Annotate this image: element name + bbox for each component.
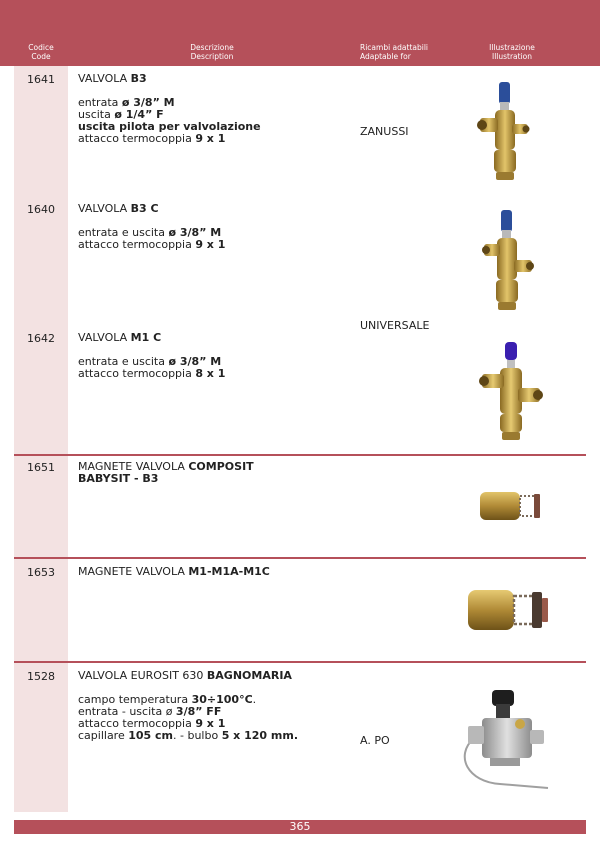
spec-line: uscita ø 1/4” F (78, 108, 164, 121)
header-adapt-it: Ricambi adattabili (360, 43, 428, 52)
item-title: MAGNETE VALVOLA M1-M1A-M1C (78, 565, 270, 578)
item-description (78, 566, 270, 578)
header-desc-en: Description (190, 52, 234, 61)
valve-b3-image (470, 80, 540, 185)
header-illus-en: Illustration (491, 52, 533, 61)
item-title: VALVOLA B3 (78, 72, 147, 85)
spec-line: campo temperatura 30÷100°C. (78, 693, 257, 706)
header-illustration (474, 43, 550, 61)
spec-line: attacco termocoppia 9 x 1 (78, 238, 226, 251)
item-title: VALVOLA M1 C (78, 331, 162, 344)
item-description (78, 203, 225, 251)
header-desc-it: Descrizione (190, 43, 234, 52)
adaptable-for: ZANUSSI (360, 125, 409, 138)
spec-line: attacco termocoppia 9 x 1 (78, 132, 226, 145)
spec-line: entrata - uscita ø 3/8” FF (78, 705, 222, 718)
item-title: MAGNETE VALVOLA COMPOSIT (78, 460, 254, 473)
adaptable-for: A. PO (360, 734, 390, 747)
spec-line: uscita pilota per valvolazione (78, 120, 261, 133)
row-separator (14, 557, 586, 559)
header-adapt-en: Adaptable for (360, 52, 411, 61)
code-column-background (14, 66, 68, 812)
spec-line: capillare 105 cm. - bulbo 5 x 120 mm. (78, 729, 299, 742)
item-title: VALVOLA EUROSIT 630 BAGNOMARIA (78, 669, 292, 682)
spec-line: attacco termocoppia 8 x 1 (78, 367, 226, 380)
row-separator (14, 661, 586, 663)
row-separator (14, 454, 586, 456)
header-code-en: Code (31, 52, 51, 61)
item-title: VALVOLA B3 C (78, 202, 159, 215)
header-description (150, 43, 274, 61)
valve-m1c-image (478, 338, 544, 443)
spec-line: entrata e uscita ø 3/8” M (78, 226, 222, 239)
spec-line: entrata e uscita ø 3/8” M (78, 355, 222, 368)
magnet-composit-image (476, 486, 544, 526)
header-code-it: Codice (28, 43, 54, 52)
spec-line: attacco termocoppia 9 x 1 (78, 717, 226, 730)
magnet-m1-image (464, 584, 552, 636)
eurosit-thermostat-valve-image (460, 686, 558, 796)
item-code: 1642 (27, 332, 55, 345)
valve-b3c-image (472, 208, 542, 313)
item-description (78, 73, 261, 145)
header-illus-it: Illustrazione (489, 43, 535, 52)
item-description (78, 461, 254, 485)
item-code: 1651 (27, 461, 55, 474)
item-code: 1640 (27, 203, 55, 216)
item-description (78, 670, 298, 742)
table-header-band (0, 0, 600, 66)
item-description (78, 332, 225, 380)
page-number: 365 (289, 820, 311, 833)
spec-line: entrata ø 3/8” M (78, 96, 175, 109)
item-code: 1528 (27, 670, 55, 683)
item-code: 1641 (27, 73, 55, 86)
header-adaptable (360, 43, 460, 61)
item-code: 1653 (27, 566, 55, 579)
page-number-band (14, 820, 586, 834)
header-code (14, 43, 68, 61)
adaptable-for: UNIVERSALE (360, 319, 430, 332)
item-title-line2: BABYSIT - B3 (78, 472, 159, 485)
